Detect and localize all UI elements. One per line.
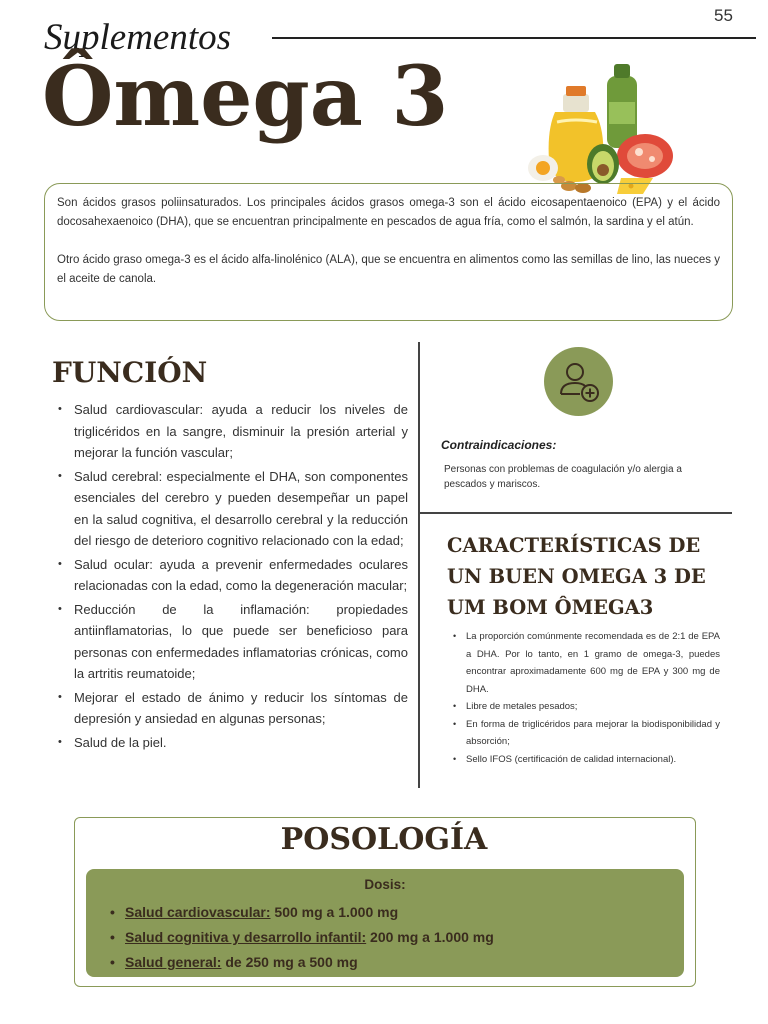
section-label: Suplementos (44, 17, 232, 58)
dosis-area: Salud general: (125, 954, 222, 970)
caracteristicas-item: • La proporción comúnmente recomendada es de 2:1 de EPA a DHA. Por lo tanto, en 1 gramo de omega-3, puedes encontrar aproximadamente 600 mg de EPA y 300 mg de DHA. (452, 628, 720, 698)
dosis-amount: de 250 mg a 500 mg (221, 954, 358, 970)
posologia-heading: POSOLOGÍA (280, 822, 488, 857)
caracteristicas-item: • Sello IFOS (certificación de calidad internacional). (452, 751, 720, 769)
caracteristicas-heading-line: UN BUEN OMEGA 3 DE (447, 565, 706, 588)
funcion-list (56, 399, 408, 755)
dosis-area: Salud cognitiva y desarrollo infantil: (125, 929, 367, 945)
dosis-item (108, 900, 494, 925)
header-rule (272, 37, 756, 39)
funcion-item: • Salud de la piel. (56, 732, 408, 754)
contraindicaciones-text: Personas con problemas de coagulación y/o alergia a pescados y mariscos. (444, 464, 682, 490)
caracteristicas-item: • En forma de triglicéridos para mejorar la biodisponibilidad y absorción; (452, 716, 720, 751)
dosis-amount: 500 mg a 1.000 mg (270, 904, 399, 920)
dosis-list (108, 900, 494, 975)
dosis-item (108, 925, 494, 950)
dosis-item (108, 950, 494, 975)
intro-paragraph: Son ácidos grasos poliinsaturados. Los principales ácidos grasos omega-3 son el ácido eicosapentaenoico (EPA) y el ácido docosahexaenoico (DHA), que se encuentran principalmente en pescados de agua fría, como el salmón, la sardina y el atún. (57, 197, 720, 228)
intro-box (44, 183, 733, 321)
funcion-item: • Salud cerebral: especialmente el DHA, son componentes esenciales del cerebro y pueden desempeñar un papel en la salud cognitiva, el desarrollo cerebral y la reducción del riesgo de deterioro cognitivo relacionado con la edad; (56, 466, 408, 552)
caracteristicas-list (452, 628, 720, 768)
person-add-icon (544, 347, 613, 416)
caracteristicas-heading (447, 530, 727, 623)
dosis-label: Dosis: (364, 877, 406, 892)
contraindicaciones-title: Contraindicaciones: (441, 438, 557, 452)
funcion-item: • Mejorar el estado de ánimo y reducir los síntomas de depresión y ansiedad en algunas personas; (56, 687, 408, 730)
page-number: 55 (714, 6, 733, 25)
caracteristicas-heading-line: CARACTERÍSTICAS DE (447, 534, 701, 557)
omega3-foods-illustration (525, 60, 685, 195)
intro-paragraph: Otro ácido graso omega-3 es el ácido alfa-linolénico (ALA), que se encuentra en alimentos como las semillas de lino, las nueces y el aceite de canola. (57, 254, 720, 285)
page-title: Ômega 3 (42, 49, 449, 145)
caracteristicas-heading-line: UM BOM ÔMEGA3 (447, 596, 654, 619)
funcion-item: • Salud cardiovascular: ayuda a reducir los niveles de triglicéridos en la sangre, disminuir la presión arterial y mejorar la función vascular; (56, 399, 408, 464)
section-divider (420, 512, 732, 514)
dosis-area: Salud cardiovascular: (125, 904, 271, 920)
column-divider (418, 342, 420, 788)
funcion-item: • Reducción de la inflamación: propiedades antiinflamatorias, lo que puede ser beneficioso para personas con enfermedades inflamatorias crónicas, como la artritis reumatoide; (56, 599, 408, 685)
funcion-heading: FUNCIÓN (52, 356, 208, 389)
caracteristicas-item: • Libre de metales pesados; (452, 698, 720, 716)
funcion-item: • Salud ocular: ayuda a prevenir enfermedades oculares relacionadas con la edad, como la degeneración macular; (56, 554, 408, 597)
dosis-amount: 200 mg a 1.000 mg (366, 929, 494, 945)
